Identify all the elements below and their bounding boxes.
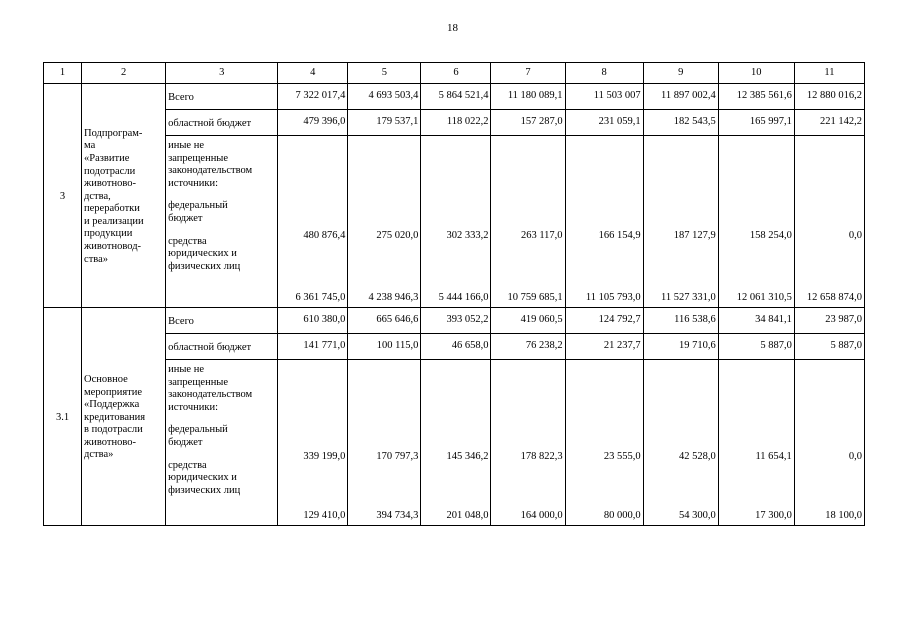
program-name-line: переработки: [84, 203, 140, 215]
column-number: 4: [278, 63, 348, 84]
source-label-line: юридических и: [168, 248, 237, 260]
value-cell: 11 503 007: [565, 84, 643, 110]
value-cell: 19 710,6: [643, 334, 718, 360]
source-label: областной бюджет: [166, 334, 278, 360]
value-cell: 393 052,2: [421, 308, 491, 334]
column-number: 3: [166, 63, 278, 84]
program-name-line: мероприятие: [84, 386, 143, 398]
value-cell: 419 060,5: [491, 308, 565, 334]
column-number: 8: [565, 63, 643, 84]
source-label-line: федеральный: [168, 424, 228, 436]
source-label-line: иные не: [168, 364, 204, 375]
value-cell: 221 142,2: [794, 110, 864, 136]
federal-value: 23 555,0: [603, 451, 641, 462]
spacer: [168, 450, 275, 460]
table-row: [44, 136, 865, 308]
federal-value: 145 346,2: [446, 451, 489, 462]
value-cell: 23 987,0: [794, 308, 864, 334]
value-cell: [565, 360, 643, 526]
column-number: 7: [491, 63, 565, 84]
page-number: 18: [447, 22, 458, 34]
value-cell: 21 237,7: [565, 334, 643, 360]
program-name-line: животновод-: [84, 241, 142, 253]
column-number: 10: [718, 63, 794, 84]
legal-entities-value: 12 061 310,5: [736, 292, 792, 304]
column-number: 6: [421, 63, 491, 84]
value-cell: 118 022,2: [421, 110, 491, 136]
program-name-line: дства,: [84, 190, 111, 202]
value-cell: [643, 360, 718, 526]
source-label-line: бюджет: [168, 436, 203, 448]
table-row: [44, 360, 865, 526]
value-cell: 11 897 002,4: [643, 84, 718, 110]
legal-entities-value: 6 361 745,0: [295, 292, 346, 304]
value-cell: 179 537,1: [348, 110, 421, 136]
program-code: 3.1: [44, 308, 82, 526]
federal-value: 187 127,9: [673, 230, 716, 241]
program-name-line: животново-: [84, 178, 136, 190]
program-name-line: и реализации: [84, 215, 144, 227]
source-label-line: федеральный: [168, 200, 228, 212]
value-cell: 157 287,0: [491, 110, 565, 136]
source-label-line: бюджет: [168, 212, 203, 224]
value-cell: [718, 360, 794, 526]
value-cell: 100 115,0: [348, 334, 421, 360]
federal-value: 302 333,2: [446, 230, 489, 241]
value-cell: 12 880 016,2: [794, 84, 864, 110]
program-name-line: «Поддержка: [84, 399, 140, 411]
program-name-line: ства»: [84, 253, 109, 265]
program-name: [82, 308, 166, 526]
source-label-line: физических лиц: [168, 484, 241, 496]
value-cell: 7 322 017,4: [278, 84, 348, 110]
column-number-row: [44, 63, 865, 84]
value-cell: 12 385 561,6: [718, 84, 794, 110]
legal-entities-value: 5 444 166,0: [438, 292, 489, 304]
value-cell: 4 693 503,4: [348, 84, 421, 110]
legal-entities-value: 164 000,0: [520, 510, 563, 522]
legal-entities-value: 10 759 685,1: [507, 292, 563, 304]
legal-entities-value: 54 300,0: [678, 510, 716, 522]
value-cell: [491, 360, 565, 526]
legal-entities-value: 129 410,0: [303, 510, 346, 522]
column-number: 5: [348, 63, 421, 84]
value-cell: 5 887,0: [794, 334, 864, 360]
program-name-line: дства»: [84, 449, 114, 461]
source-label-line: иные не: [168, 140, 204, 151]
value-cell: 124 792,7: [565, 308, 643, 334]
source-label-line: юридических и: [168, 472, 237, 484]
federal-value: 275 020,0: [376, 230, 419, 241]
table-row: [44, 84, 865, 110]
federal-value: 170 797,3: [376, 451, 419, 462]
source-label: Всего: [166, 84, 278, 110]
value-cell: [718, 136, 794, 308]
value-cell: 34 841,1: [718, 308, 794, 334]
source-label-line: средства: [168, 235, 207, 247]
source-label-line: источники:: [168, 401, 218, 413]
program-name: [82, 84, 166, 308]
value-cell: 11 180 089,1: [491, 84, 565, 110]
spacer: [168, 226, 275, 236]
legal-entities-value: 394 734,3: [376, 510, 419, 522]
column-number: 11: [794, 63, 864, 84]
source-label-line: физических лиц: [168, 260, 241, 272]
value-cell: 479 396,0: [278, 110, 348, 136]
value-cell: [643, 136, 718, 308]
federal-value: 0,0: [848, 230, 862, 241]
program-name-line: животново-: [84, 436, 136, 448]
federal-value: 166 154,9: [598, 230, 641, 241]
value-cell: 231 059,1: [565, 110, 643, 136]
spacer: [168, 414, 275, 424]
value-cell: [348, 136, 421, 308]
program-name-line: в подотрасли: [84, 424, 143, 436]
legal-entities-value: 12 658 874,0: [806, 292, 862, 304]
source-label-line: запрещенные: [168, 152, 229, 164]
source-label: [166, 136, 278, 308]
legal-entities-value: 11 527 331,0: [660, 292, 716, 304]
source-label: областной бюджет: [166, 110, 278, 136]
value-cell: [278, 136, 348, 308]
table-row: [44, 334, 865, 360]
federal-value: 263 117,0: [520, 230, 563, 241]
column-number: 1: [44, 63, 82, 84]
value-cell: 141 771,0: [278, 334, 348, 360]
federal-value: 178 822,3: [520, 451, 563, 462]
table-row: [44, 110, 865, 136]
federal-value: 42 528,0: [678, 451, 716, 462]
source-label-line: источники:: [168, 177, 218, 189]
value-cell: [491, 136, 565, 308]
federal-value: 480 876,4: [303, 230, 346, 241]
value-cell: 5 887,0: [718, 334, 794, 360]
program-code: 3: [44, 84, 82, 308]
program-name-line: ма: [84, 140, 96, 152]
table-row: [44, 308, 865, 334]
source-label-line: законодательством: [168, 389, 253, 401]
budget-table: [43, 62, 865, 526]
column-number: 2: [82, 63, 166, 84]
column-number: 9: [643, 63, 718, 84]
program-name-line: кредитования: [84, 411, 146, 423]
value-cell: [565, 136, 643, 308]
source-label-line: запрещенные: [168, 376, 229, 388]
legal-entities-value: 18 100,0: [825, 510, 862, 522]
federal-value: 0,0: [848, 451, 862, 462]
value-cell: 76 238,2: [491, 334, 565, 360]
program-name-line: продукции: [84, 228, 133, 240]
value-cell: 182 543,5: [643, 110, 718, 136]
value-cell: [421, 360, 491, 526]
value-cell: [278, 360, 348, 526]
legal-entities-value: 17 300,0: [755, 510, 792, 522]
value-cell: 5 864 521,4: [421, 84, 491, 110]
federal-value: 339 199,0: [303, 451, 346, 462]
legal-entities-value: 4 238 946,3: [368, 292, 419, 304]
source-label-line: средства: [168, 459, 207, 471]
federal-value: 158 254,0: [749, 230, 792, 241]
value-cell: 665 646,6: [348, 308, 421, 334]
source-label: Всего: [166, 308, 278, 334]
source-label: [166, 360, 278, 526]
source-label-line: законодательством: [168, 165, 253, 177]
value-cell: [421, 136, 491, 308]
value-cell: [794, 136, 864, 308]
legal-entities-value: 80 000,0: [603, 510, 641, 522]
spacer: [168, 190, 275, 200]
program-name-line: подотрасли: [84, 165, 136, 177]
value-cell: [794, 360, 864, 526]
value-cell: 46 658,0: [421, 334, 491, 360]
program-name-line: «Развитие: [84, 152, 130, 164]
value-cell: 116 538,6: [643, 308, 718, 334]
program-name-line: Основное: [84, 373, 128, 385]
program-name-line: Подпрограм-: [84, 127, 143, 139]
legal-entities-value: 11 105 793,0: [585, 292, 641, 304]
federal-value: 11 654,1: [755, 451, 792, 462]
legal-entities-value: 201 048,0: [446, 510, 489, 522]
value-cell: 610 380,0: [278, 308, 348, 334]
value-cell: [348, 360, 421, 526]
value-cell: 165 997,1: [718, 110, 794, 136]
